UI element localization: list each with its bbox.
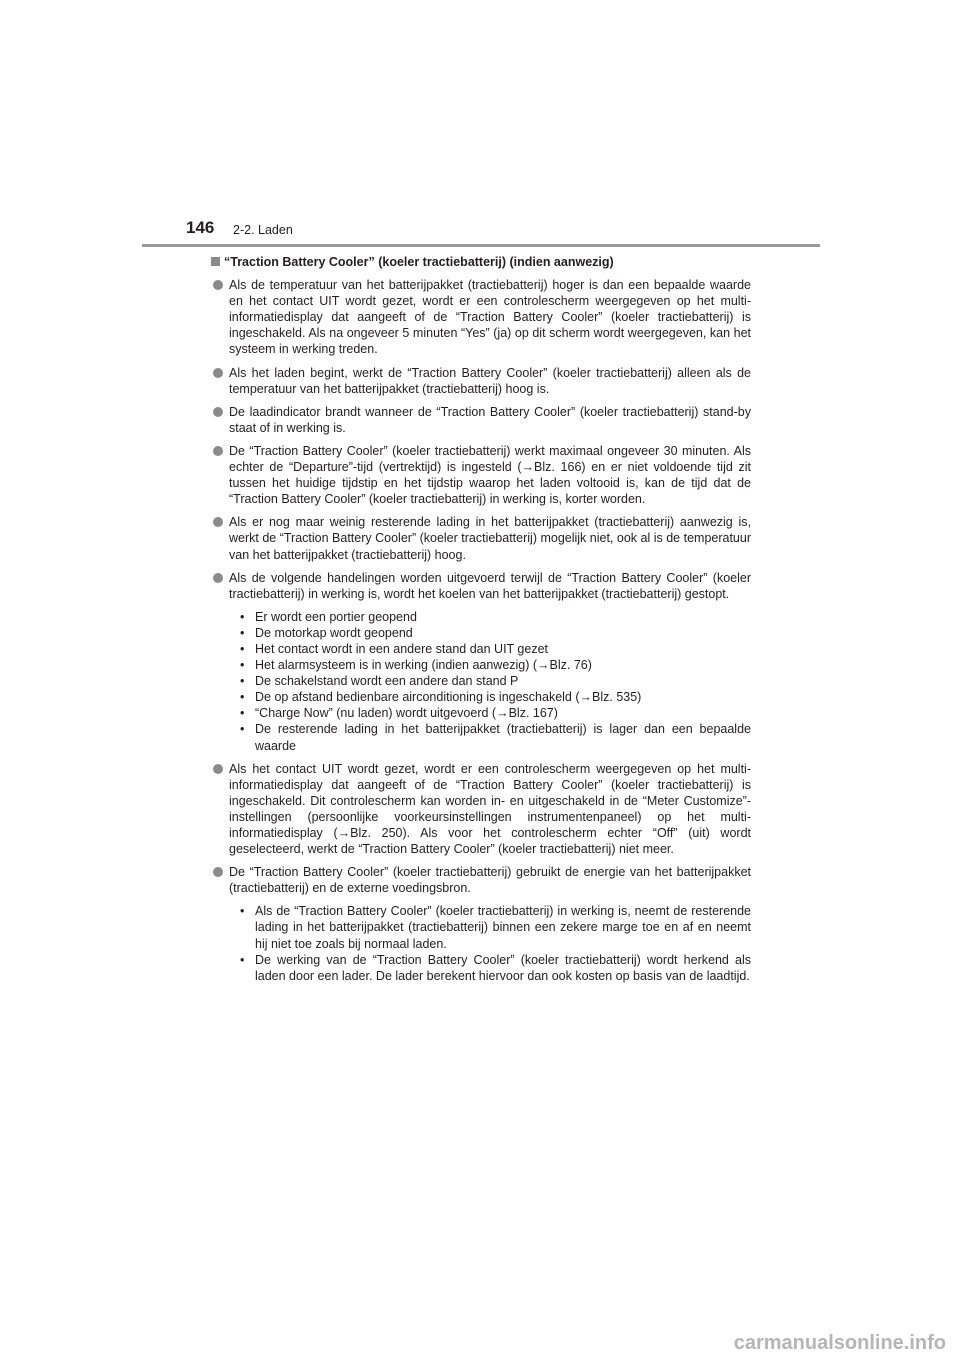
round-bullet-icon (213, 764, 223, 774)
list-item-text: Als het laden begint, werkt de “Traction Battery Cooler” (koeler tractiebatterij) alleen als de temperatuur van het batterijpakket (tractiebatterij) hoog is. (229, 365, 751, 396)
list-item (211, 443, 751, 507)
sub-list-item-text: De resterende lading in het batterijpakket (tractiebatterij) is lager dan een bepaalde waarde (255, 722, 751, 753)
section-heading (211, 254, 751, 270)
page-header (0, 0, 960, 248)
list-item (211, 404, 751, 436)
list-item (211, 277, 751, 357)
page-number: 146 (186, 218, 215, 237)
sub-list-item (229, 657, 751, 673)
sub-list-item (229, 625, 751, 641)
small-bullet-icon: • (240, 674, 245, 689)
list-item-text: De “Traction Battery Cooler” (koeler tractiebatterij) werkt maximaal ongeveer 30 minuten. Als echter de “Departure”-tijd (vertrektijd) is ingesteld (→Blz. 166) en er niet voldoende tijd zit tussen het huidige tijdstip en het tijdstip waarop het laden voltooid is, kan de tijd dat de “Traction Battery Cooler” (koeler tractiebatterij) in werking is, korter worden. (229, 443, 751, 507)
bullet-list (211, 277, 751, 984)
sub-list-item (229, 673, 751, 689)
sub-list-item-text: Er wordt een portier geopend (255, 609, 417, 624)
sub-list (229, 903, 751, 983)
sub-list-item-text: “Charge Now” (nu laden) wordt uitgevoerd (→Blz. 167) (255, 706, 558, 721)
sub-list-item (229, 721, 751, 753)
sub-list-item-text: De werking van de “Traction Battery Cooler” (koeler tractiebatterij) wordt herkend als laden door een lader. De lader berekent hiervoor dan ook kosten op basis van de laadtijd. (255, 952, 751, 983)
round-bullet-icon (213, 446, 223, 456)
sub-list-item-text: De op afstand bedienbare airconditioning is ingeschakeld (→Blz. 535) (255, 690, 642, 705)
list-item-text: Als de volgende handelingen worden uitgevoerd terwijl de “Traction Battery Cooler” (koeler tractiebatterij) in werking is, wordt het koelen van het batterijpakket (tractiebatterij) gestopt. (229, 570, 751, 601)
small-bullet-icon: • (240, 641, 245, 656)
list-item (211, 514, 751, 562)
list-item-text: Als het contact UIT wordt gezet, wordt er een controlescherm weergegeven op het multi-informatiedisplay dat aangeeft of de “Traction Battery Cooler” (koeler tractiebatterij) is ingeschakeld. Dit controlescherm kan worden in- en uitgeschakeld in de “Meter Customize”-instellingen (persoonlijke voorkeursinstellingen instrumentenpaneel) op het multi-informatiedisplay (→Blz. 250). Als voor het controlescherm echter “Off” (uit) wordt geselecteerd, werkt de “Traction Battery Cooler” (koeler tractiebatterij) niet meer. (229, 761, 751, 857)
sub-list-item-text: Het alarmsysteem is in werking (indien aanwezig) (→Blz. 76) (255, 658, 592, 673)
small-bullet-icon: • (240, 690, 245, 705)
list-item (211, 864, 751, 984)
list-item (211, 365, 751, 397)
round-bullet-icon (213, 573, 223, 583)
sub-list-item-text: De motorkap wordt geopend (255, 625, 413, 640)
page-content (211, 254, 751, 991)
sub-list-item (229, 952, 751, 984)
list-item-text: De laadindicator brandt wanneer de “Traction Battery Cooler” (koeler tractiebatterij) stand-by staat of in werking is. (229, 404, 751, 435)
header-divider (142, 244, 820, 247)
small-bullet-icon: • (240, 625, 245, 640)
small-bullet-icon: • (240, 706, 245, 721)
section-label: 2-2. Laden (233, 223, 293, 237)
sub-list-item (229, 689, 751, 705)
round-bullet-icon (213, 407, 223, 417)
list-item (211, 761, 751, 858)
sub-list-item (229, 641, 751, 657)
round-bullet-icon (213, 517, 223, 527)
list-item-text: De “Traction Battery Cooler” (koeler tractiebatterij) gebruikt de energie van het batterijpakket (tractiebatterij) en de externe voedingsbron. (229, 865, 751, 896)
sub-list-item-text: Als de “Traction Battery Cooler” (koeler tractiebatterij) in werking is, neemt de resterende lading in het batterijpakket (tractiebatterij) binnen een zekere marge toe en af en neemt hij niet toe zoals bij normaal laden. (255, 904, 751, 951)
section-heading-text: “Traction Battery Cooler” (koeler tractiebatterij) (indien aanwezig) (224, 255, 614, 269)
small-bullet-icon: • (240, 952, 245, 967)
round-bullet-icon (213, 280, 223, 290)
sub-list-item (229, 609, 751, 625)
round-bullet-icon (213, 867, 223, 877)
small-bullet-icon: • (240, 722, 245, 737)
watermark: carmanualsonline.info (733, 1332, 946, 1354)
sub-list-item (229, 903, 751, 951)
list-item-text: Als er nog maar weinig resterende lading in het batterijpakket (tractiebatterij) aanwezig is, werkt de “Traction Battery Cooler” (koeler tractiebatterij) mogelijk niet, ook al is de temperatuur van het batterijpakket (tractiebatterij) hoog. (229, 515, 751, 562)
list-item-text: Als de temperatuur van het batterijpakket (tractiebatterij) hoger is dan een bepaalde waarde en het contact UIT wordt gezet, wordt er een controlescherm weergegeven op het multi-informatiedisplay dat aangeeft of de “Traction Battery Cooler” (koeler tractiebatterij) is ingeschakeld. Als na ongeveer 5 minuten “Yes” (ja) op dit scherm wordt weergegeven, kan het systeem in werking treden. (229, 278, 751, 357)
small-bullet-icon: • (240, 609, 245, 624)
small-bullet-icon: • (240, 658, 245, 673)
list-item (211, 570, 751, 754)
sub-list-item (229, 705, 751, 721)
sub-list-item-text: Het contact wordt in een andere stand dan UIT gezet (255, 641, 549, 656)
round-bullet-icon (213, 368, 223, 378)
sub-list-item-text: De schakelstand wordt een andere dan stand P (255, 674, 519, 689)
square-bullet-icon (211, 257, 220, 266)
small-bullet-icon: • (240, 904, 245, 919)
sub-list (229, 609, 751, 754)
